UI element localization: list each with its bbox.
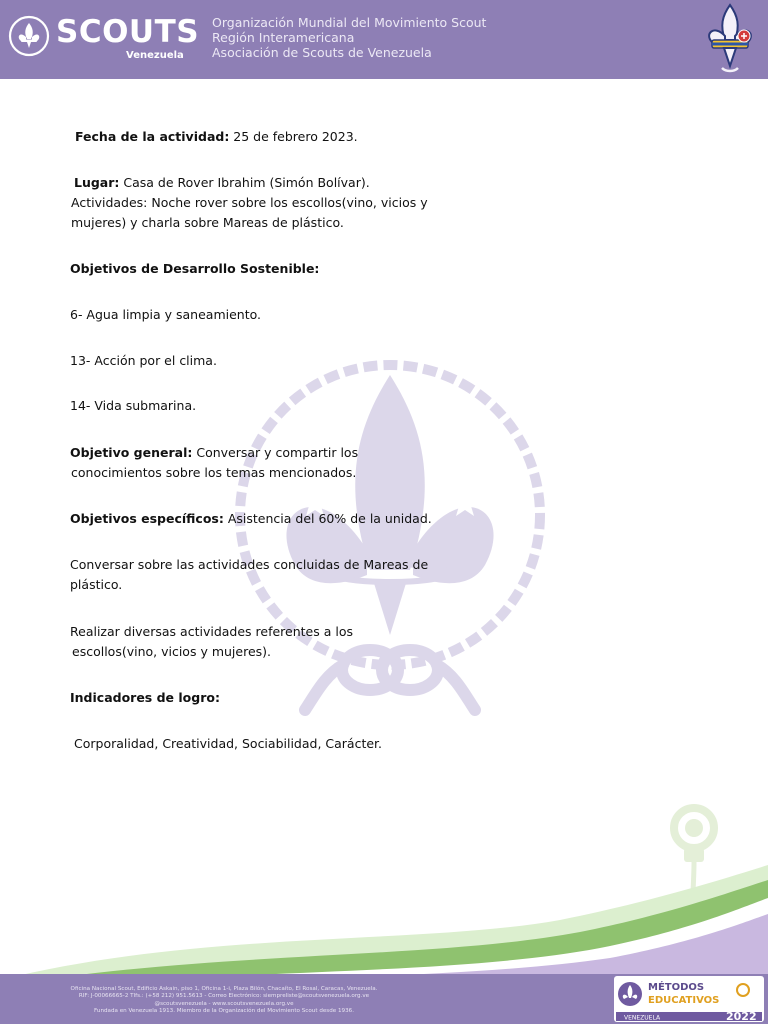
me-title-1: MÉTODOS [648, 982, 705, 993]
specific-objective-text: Conversar sobre las actividades concluidas de Mareas de [70, 557, 429, 572]
specific-objective-text: plástico. [70, 577, 123, 592]
general-objective-text: Conversar y compartir los [192, 445, 359, 460]
activity-content [70, 127, 450, 754]
date-value: 25 de febrero 2023. [229, 129, 358, 144]
me-year: 2022 [726, 1010, 757, 1022]
organization-lines [212, 15, 486, 60]
specific-objective-text: escollos(vino, vicios y mujeres). [72, 644, 271, 659]
footer-line: Fundada en Venezuela 1913. Miembro de la Organización del Movimiento Scout desde 1936. [93, 1008, 355, 1015]
place-label: Lugar: [74, 175, 120, 190]
org-line: Organización Mundial del Movimiento Scout [212, 15, 487, 30]
indicators-list: Corporalidad, Creatividad, Sociabilidad, Carácter. [74, 736, 383, 751]
sdg-item: 6- Agua limpia y saneamiento. [70, 307, 262, 322]
specific-objective-text: Asistencia del 60% de la unidad. [223, 511, 432, 526]
footer-line: @scoutsvenezuela - www.scoutsvenezuela.org.ve [154, 1000, 294, 1007]
specific-objective-text: Realizar diversas actividades referentes a los [70, 624, 353, 639]
sdg-heading: Objetivos de Desarrollo Sostenible: [70, 261, 320, 276]
sdg-item: 13- Acción por el clima. [70, 353, 217, 368]
activity-date [75, 127, 450, 147]
specific-objectives [70, 509, 450, 529]
activity-place [74, 173, 450, 193]
brand-name: SCOUTS [56, 14, 200, 50]
date-label: Fecha de la actividad: [75, 129, 230, 144]
footer-contact [14, 986, 434, 1016]
brand-country: Venezuela [126, 50, 184, 61]
general-objective-label: Objetivo general: [70, 445, 193, 460]
asv-emblem-icon [700, 2, 760, 76]
org-line: Asociación de Scouts de Venezuela [212, 45, 432, 60]
sdg-item: 14- Vida submarina. [70, 398, 197, 413]
place-value: Casa de Rover Ibrahim (Simón Bolívar). [119, 175, 370, 190]
scouts-logo [8, 12, 200, 62]
indicators-heading: Indicadores de logro: [70, 690, 220, 705]
specific-objectives-label: Objetivos específicos: [70, 511, 224, 526]
org-line: Región Interamericana [212, 30, 355, 45]
me-title-2: EDUCATIVOS [648, 995, 720, 1006]
header-bar [0, 0, 768, 79]
metodos-educativos-logo [614, 976, 764, 1022]
footer-line: RIF: J-00066665-2 Tlfs.: (+58 212) 951.5613 - Correo Electrónico: siempreliste@scoutsvenezuela.org.ve [78, 993, 370, 1000]
me-country: VENEZUELA [624, 1014, 661, 1022]
activities-line: mujeres) y charla sobre Mareas de plástico. [71, 215, 344, 230]
fleur-de-lis-icon [8, 15, 50, 57]
footer-line: Oficina Nacional Scout, Edificio Askain, piso 1, Oficina 1-i, Plaza Bilón, Chacaíto, El Rosal, Caracas, Venezuela. [70, 986, 378, 992]
activities-line: Actividades: Noche rover sobre los escollos(vino, vicios y [71, 195, 428, 210]
general-objective [70, 443, 450, 463]
general-objective-text: conocimientos sobre los temas mencionados. [71, 465, 357, 480]
